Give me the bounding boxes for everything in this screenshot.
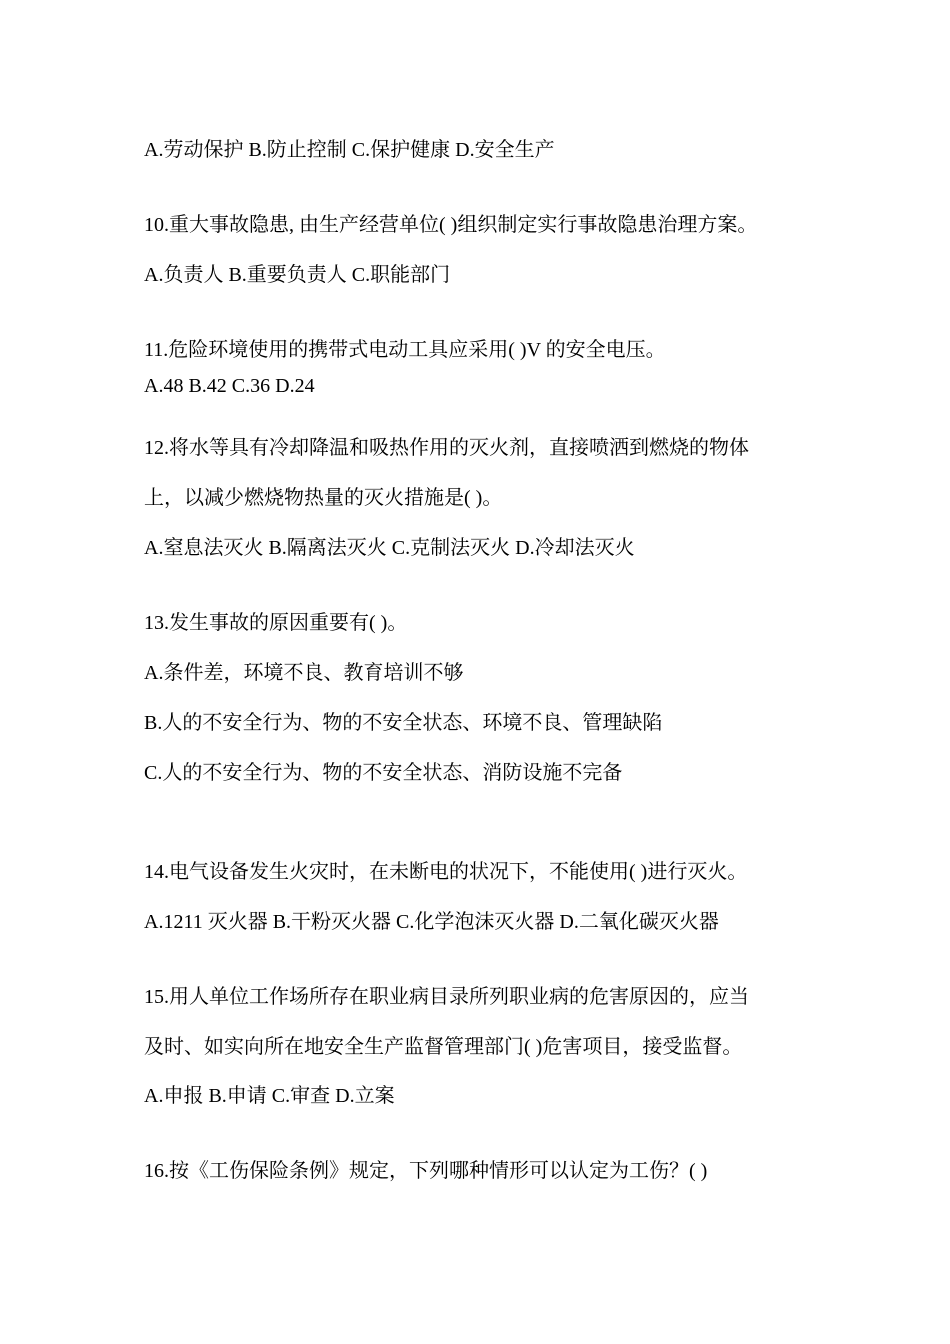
- q14-stem: 14.电气设备发生火灾时，在未断电的状况下，不能使用( )进行灭火。: [144, 861, 748, 883]
- q15-stem-line1: 15.用人单位工作场所存在职业病目录所列职业病的危害原因的，应当: [144, 986, 749, 1008]
- q12-options: A.窒息法灭火 B.隔离法灭火 C.克制法灭火 D.冷却法灭火: [144, 537, 635, 559]
- q11-stem: 11.危险环境使用的携带式电动工具应采用( )V 的安全电压。: [144, 339, 666, 361]
- q11-options: A.48 B.42 C.36 D.24: [144, 375, 315, 397]
- q15-stem-line2: 及时、如实向所在地安全生产监督管理部门( )危害项目，接受监督。: [144, 1036, 743, 1058]
- q10-stem: 10.重大事故隐患, 由生产经营单位( )组织制定实行事故隐患治理方案。: [144, 214, 758, 236]
- q14-options: A.1211 灭火器 B.干粉灭火器 C.化学泡沫灭火器 D.二氧化碳灭火器: [144, 911, 719, 933]
- q10-options: A.负责人 B.重要负责人 C.职能部门: [144, 264, 451, 286]
- q16-stem: 16.按《工伤保险条例》规定，下列哪种情形可以认定为工伤？( ): [144, 1160, 708, 1182]
- q9-options: A.劳动保护 B.防止控制 C.保护健康 D.安全生产: [144, 139, 555, 161]
- q12-stem-line2: 上，以减少燃烧物热量的灭火措施是( )。: [144, 487, 503, 509]
- q13-option-a: A.条件差，环境不良、教育培训不够: [144, 662, 464, 684]
- q13-option-c: C.人的不安全行为、物的不安全状态、消防设施不完备: [144, 762, 623, 784]
- q13-stem: 13.发生事故的原因重要有( )。: [144, 612, 408, 634]
- q13-option-b: B.人的不安全行为、物的不安全状态、环境不良、管理缺陷: [144, 712, 663, 734]
- q15-options: A.申报 B.申请 C.审查 D.立案: [144, 1085, 395, 1107]
- q12-stem-line1: 12.将水等具有冷却降温和吸热作用的灭火剂，直接喷洒到燃烧的物体: [144, 437, 749, 459]
